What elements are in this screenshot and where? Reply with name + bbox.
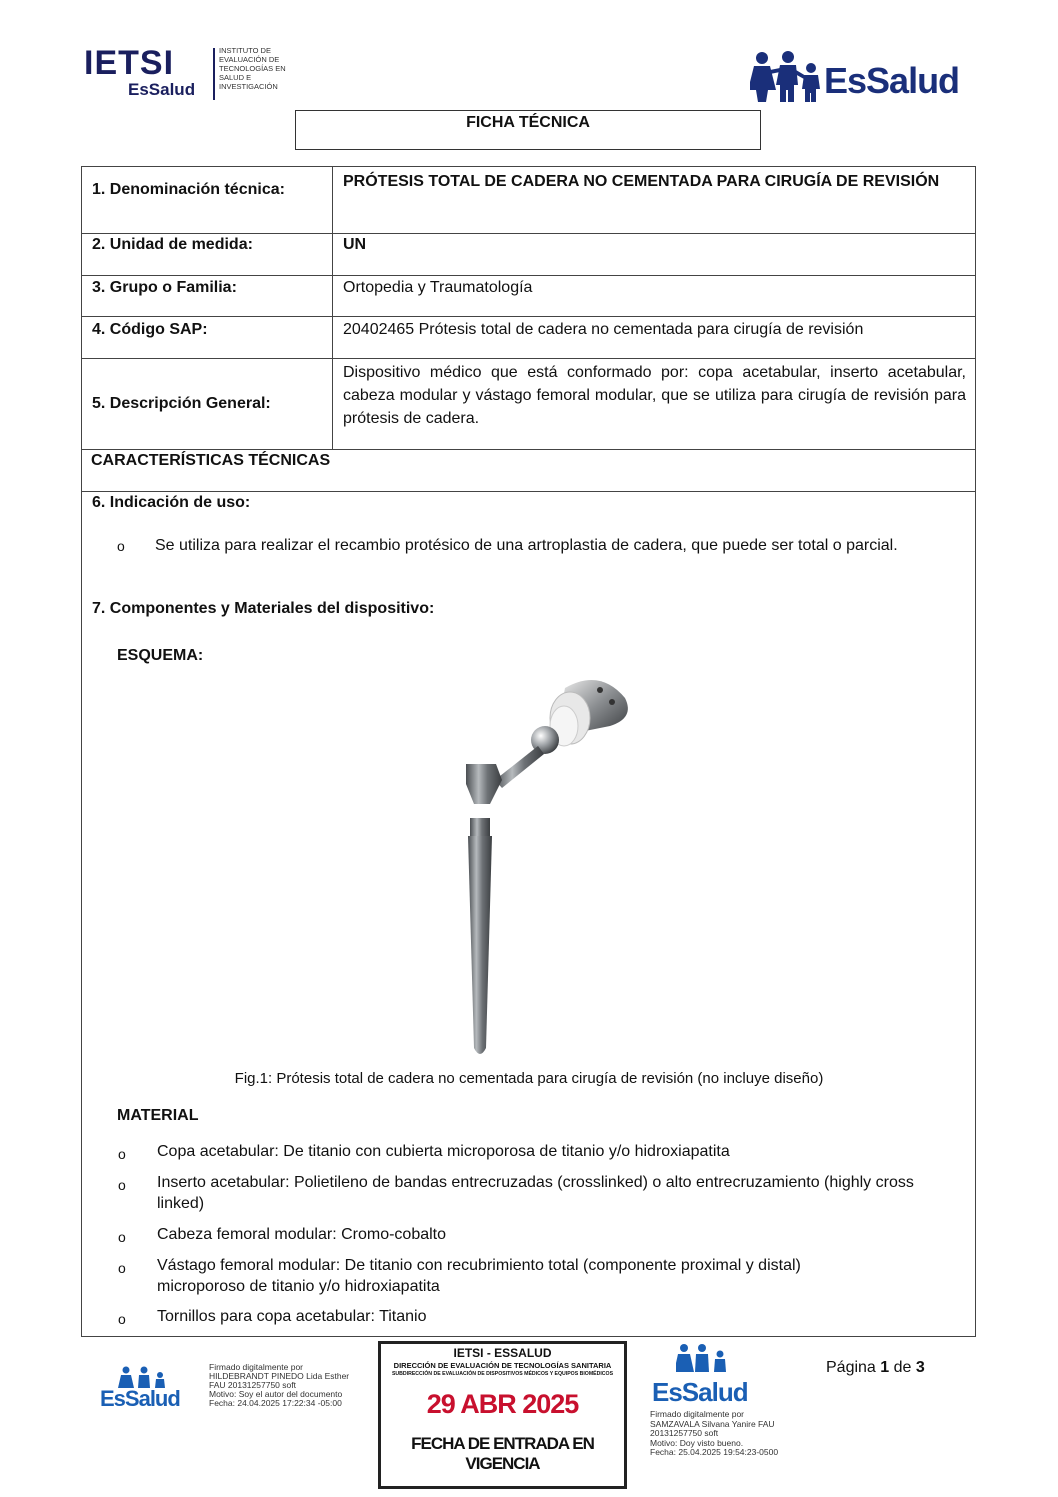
material-item: Cabeza femoral modular: Cromo-cobalto <box>157 1226 447 1243</box>
stamp-caption: FECHA DE ENTRADA EN VIGENCIA <box>411 1434 594 1473</box>
material-item: Tornillos para copa acetabular: Titanio <box>157 1308 427 1325</box>
figure-caption: Fig.1: Prótesis total de cadera no cementada para cirugía de revisión (no incluye diseño) <box>234 1070 824 1087</box>
essalud-logo <box>750 50 975 106</box>
row-value-denominacion: PRÓTESIS TOTAL DE CADERA NO CEMENTADA PARA CIRUGÍA DE REVISIÓN <box>343 173 940 190</box>
column-divider <box>332 166 333 449</box>
list-bullet: o <box>118 1260 126 1276</box>
list-bullet: o <box>118 1229 126 1245</box>
distal-stem <box>468 818 492 1054</box>
validity-stamp <box>378 1341 627 1489</box>
ietsi-logo <box>84 44 299 104</box>
row-value-descripcion: Dispositivo médico que está conformado por: copa acetabular, inserto acetabular, cabeza modular y vástago femoral modular, que se utiliza para cirugía de revisión para prótesis de cadera. <box>343 364 966 427</box>
section-componentes: 7. Componentes y Materiales del dispositivo: <box>92 600 435 617</box>
material-item: Inserto acetabular: Polietileno de bandas entrecruzadas (crosslinked) o alto entrecruzamiento (highly cross linked) <box>157 1174 914 1212</box>
row-value-grupo: Ortopedia y Traumatología <box>343 279 533 296</box>
section-indicacion: 6. Indicación de uso: <box>92 494 251 511</box>
list-bullet: o <box>118 1146 126 1162</box>
footer-left-logo-text: EsSalud <box>100 1386 180 1411</box>
row-divider <box>81 358 976 359</box>
row-label-descripcion: 5. Descripción General: <box>92 395 271 412</box>
material-heading: MATERIAL <box>117 1107 199 1124</box>
ietsi-logo-name: IETSI <box>84 44 175 82</box>
material-item: Copa acetabular: De titanio con cubierta microporosa de titanio y/o hidroxiapatita <box>157 1143 730 1160</box>
stamp-line1: DIRECCIÓN DE EVALUACIÓN DE TECNOLOGÍAS SANITARIA <box>393 1361 612 1370</box>
femoral-neck <box>495 746 544 788</box>
material-item: Vástago femoral modular: De titanio con recubrimiento total (componente proximal y distal) microporoso de titanio y/o hidroxiapatita <box>157 1257 801 1295</box>
ietsi-logo-lines: INSTITUTO DE EVALUACIÓN DE TECNOLOGÍAS EN SALUD E INVESTIGACIÓN <box>219 46 286 91</box>
list-bullet: o <box>117 538 125 554</box>
row-label-unidad: 2. Unidad de medida: <box>92 236 253 253</box>
title-box <box>295 110 761 150</box>
esquema-label: ESQUEMA: <box>117 647 204 664</box>
row-divider <box>81 449 976 450</box>
footer-left-logo <box>100 1366 180 1418</box>
page-number: Página 1 de 3 <box>826 1359 925 1376</box>
footer-right-logo-text: EsSalud <box>652 1377 748 1407</box>
row-label-grupo: 3. Grupo o Familia: <box>92 279 237 296</box>
ietsi-logo-sub: EsSalud <box>128 80 196 99</box>
row-label-codigo: 4. Código SAP: <box>92 321 208 338</box>
list-bullet: o <box>118 1311 126 1327</box>
list-bullet: o <box>118 1177 126 1193</box>
row-divider <box>81 233 976 234</box>
stamp-title: IETSI - ESSALUD <box>453 1346 552 1360</box>
family-icon <box>676 1343 732 1375</box>
row-divider <box>81 316 976 317</box>
essalud-logo-text: EsSalud <box>824 60 960 101</box>
stamp-line2: SUBDIRECCIÓN DE EVALUACIÓN DE DISPOSITIVOS MÉDICOS Y EQUIPOS BIOMÉDICOS <box>391 1371 614 1377</box>
prosthesis-illustration <box>440 668 650 1060</box>
row-divider <box>81 491 976 492</box>
proximal-body <box>466 764 502 804</box>
row-value-unidad: UN <box>343 236 367 253</box>
row-value-codigo: 20402465 Prótesis total de cadera no cementada para cirugía de revisión <box>343 321 864 338</box>
footer-right-logo <box>652 1343 752 1409</box>
indicacion-text: Se utiliza para realizar el recambio protésico de una artroplastia de cadera, que puede ser total o parcial. <box>155 537 898 554</box>
row-divider <box>81 275 976 276</box>
section-caracteristicas: CARACTERÍSTICAS TÉCNICAS <box>91 452 331 469</box>
row-label-denominacion: 1. Denominación técnica: <box>92 181 285 198</box>
signature-block-left: Firmado digitalmente por HILDEBRANDT PINEDO Lida Esther FAU 20131257750 soft Motivo: Soy el autor del documento Fecha: 24.04.2025 17:22:34 -05:00 <box>209 1362 350 1408</box>
signature-block-right: Firmado digitalmente por SAMZAVALA Silvana Yanire FAU 20131257750 soft Motivo: Doy visto bueno. Fecha: 25.04.2025 19:54:23-0500 <box>650 1409 779 1457</box>
family-icon <box>750 50 824 104</box>
ietsi-logo-divider <box>213 48 215 100</box>
stamp-date: 29 ABR 2025 <box>426 1389 579 1419</box>
page-title: FICHA TÉCNICA <box>466 114 590 131</box>
